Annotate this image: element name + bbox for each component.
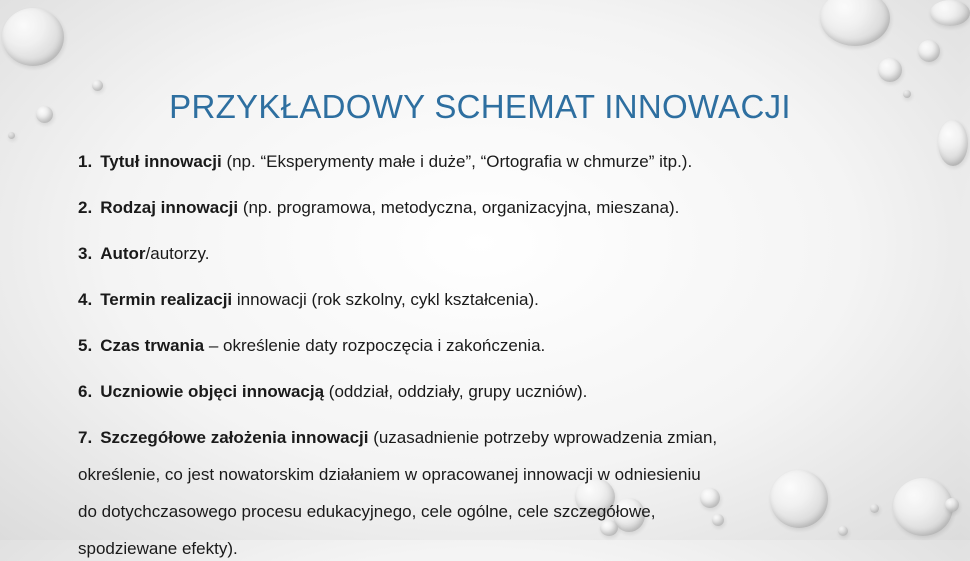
water-drop-decoration xyxy=(938,120,968,166)
item-bold-label: Tytuł innowacji xyxy=(100,152,222,171)
item-number: 5. xyxy=(78,336,93,355)
list-item xyxy=(78,242,878,266)
item-number: 7. xyxy=(78,428,93,447)
water-drop-decoration xyxy=(2,8,64,66)
water-drop-decoration xyxy=(893,478,953,536)
list-item xyxy=(78,380,878,404)
water-drop-decoration xyxy=(878,58,902,82)
water-drop-decoration xyxy=(8,132,15,139)
slide-title: PRZYKŁADOWY SCHEMAT INNOWACJI xyxy=(169,88,791,125)
item-continuation-line: określenie, co jest nowatorskim działaniem w opracowanej innowacji w odniesieniu xyxy=(78,465,701,484)
item-text: (oddział, oddziały, grupy uczniów). xyxy=(324,382,588,401)
item-text: (np. “Eksperymenty małe i duże”, “Ortografia w chmurze” itp.). xyxy=(221,152,693,171)
water-drop-decoration xyxy=(820,0,890,46)
item-number: 6. xyxy=(78,382,93,401)
item-bold-label: Autor xyxy=(100,244,146,263)
item-text: – określenie daty rozpoczęcia i zakończenia. xyxy=(204,336,546,355)
item-text: (np. programowa, metodyczna, organizacyjna, mieszana). xyxy=(238,198,680,217)
item-text: innowacji (rok szkolny, cykl kształcenia). xyxy=(232,290,539,309)
schema-list xyxy=(78,150,878,561)
item-number: 2. xyxy=(78,198,93,217)
item-bold-label: Czas trwania xyxy=(100,336,205,355)
water-drop-decoration xyxy=(945,498,959,512)
item-continuation-line: spodziewane efekty). xyxy=(78,539,238,558)
item-bold-label: Termin realizacji xyxy=(100,290,233,309)
list-item xyxy=(78,150,878,174)
item-bold-label: Uczniowie objęci innowacją xyxy=(100,382,325,401)
water-drop-decoration xyxy=(918,40,940,62)
item-continuation-line: do dotychczasowego procesu edukacyjnego, cele ogólne, cele szczegółowe, xyxy=(78,502,656,521)
item-number: 4. xyxy=(78,290,93,309)
item-text: /autorzy. xyxy=(145,244,210,263)
item-number: 1. xyxy=(78,152,93,171)
item-first-line xyxy=(78,426,878,450)
item-bold-label: Szczegółowe założenia innowacji xyxy=(100,428,369,447)
water-drop-decoration xyxy=(930,0,970,26)
list-item xyxy=(78,196,878,220)
item-text: (uzasadnienie potrzeby wprowadzenia zmian, xyxy=(368,428,718,447)
list-item xyxy=(78,334,878,358)
list-item xyxy=(78,288,878,312)
list-item xyxy=(78,426,878,561)
item-bold-label: Rodzaj innowacji xyxy=(100,198,239,217)
item-number: 3. xyxy=(78,244,93,263)
